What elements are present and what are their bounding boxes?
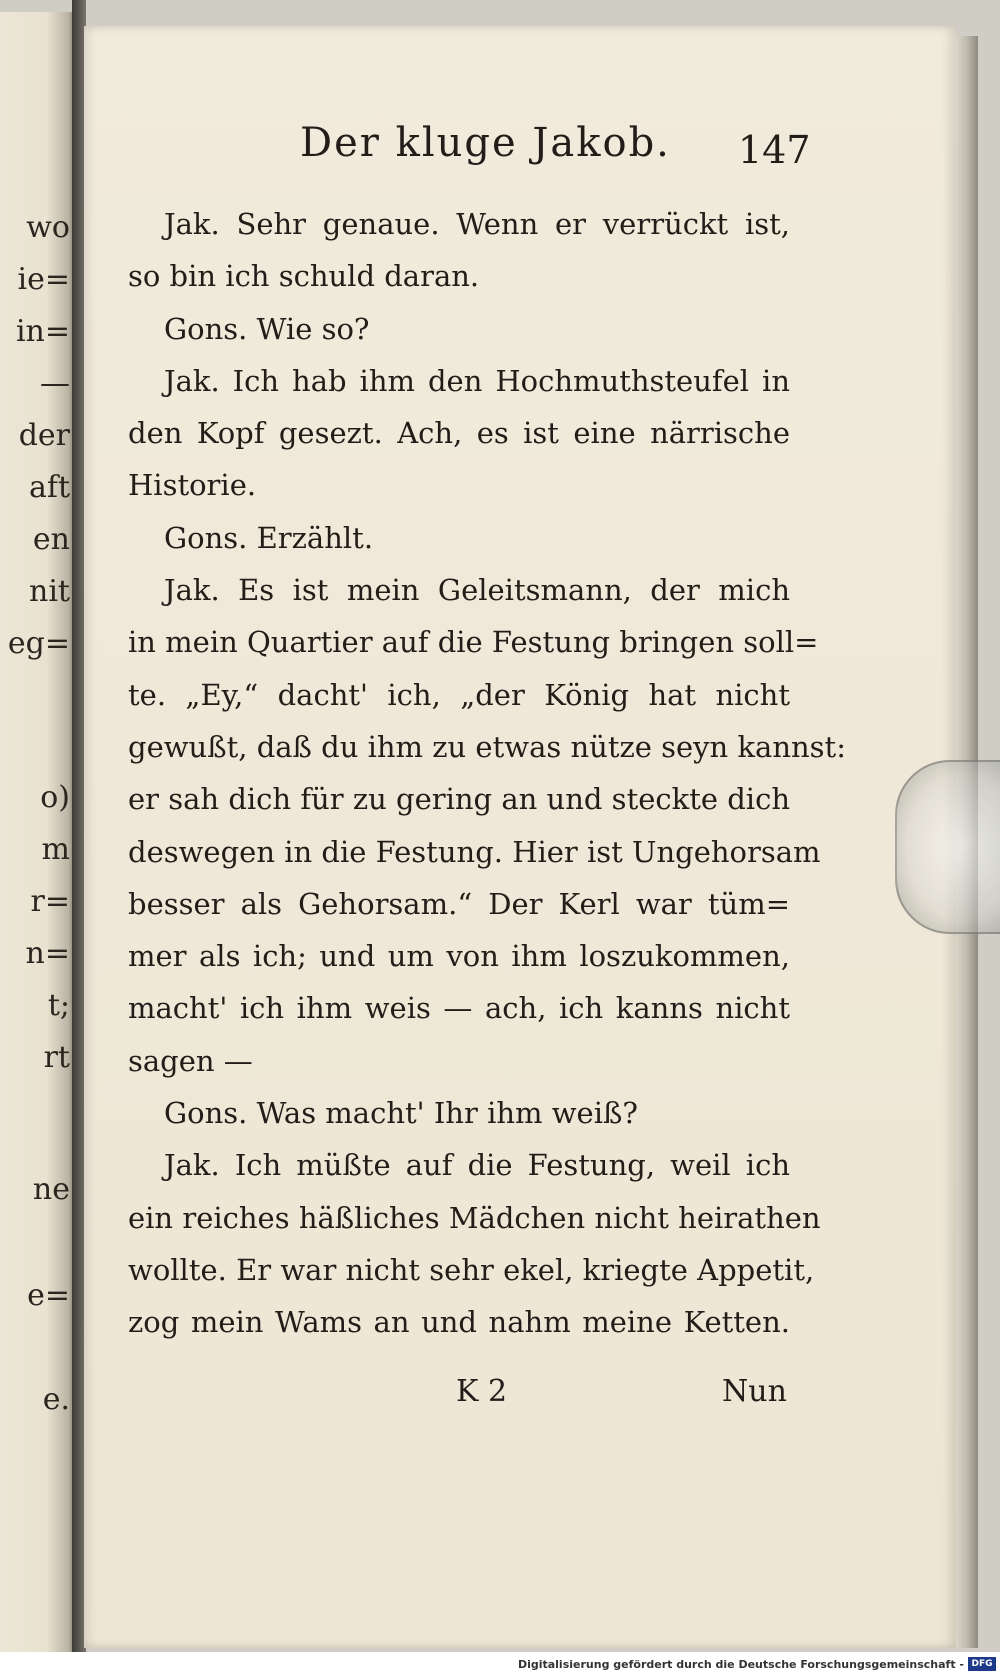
facing-page-fragment: m	[41, 832, 70, 867]
facing-page-fragment: —	[40, 366, 70, 401]
facing-page-fragment: t;	[47, 988, 70, 1023]
facing-page-fragment: der	[18, 418, 70, 453]
facing-page-fragment: o)	[40, 780, 70, 815]
dfg-logo: DFG	[968, 1657, 996, 1671]
text-line: besser als Gehorsam.“ Der Kerl war tüm=	[128, 886, 790, 921]
text-line: gewußt, daß du ihm zu etwas nütze seyn kannst:	[128, 729, 846, 764]
facing-page-fragment: ie=	[17, 262, 70, 297]
text-line: Jak. Ich hab ihm den Hochmuthsteufel in	[164, 363, 790, 398]
text-line: Gons. Erzählt.	[164, 520, 374, 555]
page-clip	[895, 760, 1000, 934]
facing-page-fragment: e.	[42, 1382, 70, 1417]
body-text	[128, 198, 846, 1349]
text-line: Jak. Ich müßte auf die Festung, weil ich	[164, 1148, 790, 1183]
catchword: Nun	[722, 1374, 787, 1409]
facing-page-edge	[0, 12, 78, 1652]
facing-page-fragment: wo	[26, 210, 70, 245]
facing-page-fragment: n=	[25, 936, 70, 971]
text-line: Gons. Wie so?	[164, 311, 370, 346]
facing-page-fragment: aft	[28, 470, 70, 505]
text-line: Gons. Was macht' Ihr ihm weiß?	[164, 1096, 638, 1131]
text-line: ein reiches häßliches Mädchen nicht heirathen	[128, 1200, 821, 1235]
text-line: in mein Quartier auf die Festung bringen soll=	[128, 625, 819, 660]
text-line: sagen —	[128, 1043, 253, 1078]
text-line: mer als ich; und um von ihm loszukommen,	[128, 939, 790, 974]
running-title: Der kluge Jakob.	[300, 120, 671, 166]
text-line: den Kopf gesezt. Ach, es ist eine närrische	[128, 416, 790, 451]
facing-page-fragment: e=	[27, 1278, 70, 1313]
text-line: deswegen in die Festung. Hier ist Ungehorsam	[128, 834, 821, 869]
facing-page-fragment: eg=	[7, 626, 70, 661]
facing-page-fragment: nit	[29, 574, 70, 609]
text-line: wollte. Er war nicht sehr ekel, kriegte Appetit,	[128, 1252, 815, 1287]
digitization-footer	[0, 1652, 1000, 1679]
facing-page-fragment: en	[32, 522, 70, 557]
text-line: Historie.	[128, 468, 257, 503]
text-line: macht' ich ihm weis — ach, ich kanns nicht	[128, 991, 790, 1026]
facing-page-fragment: rt	[43, 1040, 70, 1075]
text-line: te. „Ey,“ dacht' ich, „der König hat nicht	[128, 677, 790, 712]
text-line: so bin ich schuld daran.	[128, 259, 480, 294]
text-line: zog mein Wams an und nahm meine Ketten.	[128, 1305, 790, 1340]
page-number: 147	[738, 128, 811, 172]
text-line: er sah dich für zu gering an und steckte dich	[128, 782, 790, 817]
text-line: Jak. Es ist mein Geleitsmann, der mich	[164, 573, 790, 608]
facing-page-fragment: r=	[30, 884, 70, 919]
text-line: Jak. Sehr genaue. Wenn er verrückt ist,	[164, 207, 790, 241]
facing-page-fragment: in=	[15, 314, 70, 349]
facing-page-fragment: ne	[32, 1172, 70, 1207]
signature-mark: K 2	[456, 1374, 508, 1409]
funding-credit: Digitalisierung gefördert durch die Deutsche Forschungsgemeinschaft -	[517, 1658, 964, 1671]
